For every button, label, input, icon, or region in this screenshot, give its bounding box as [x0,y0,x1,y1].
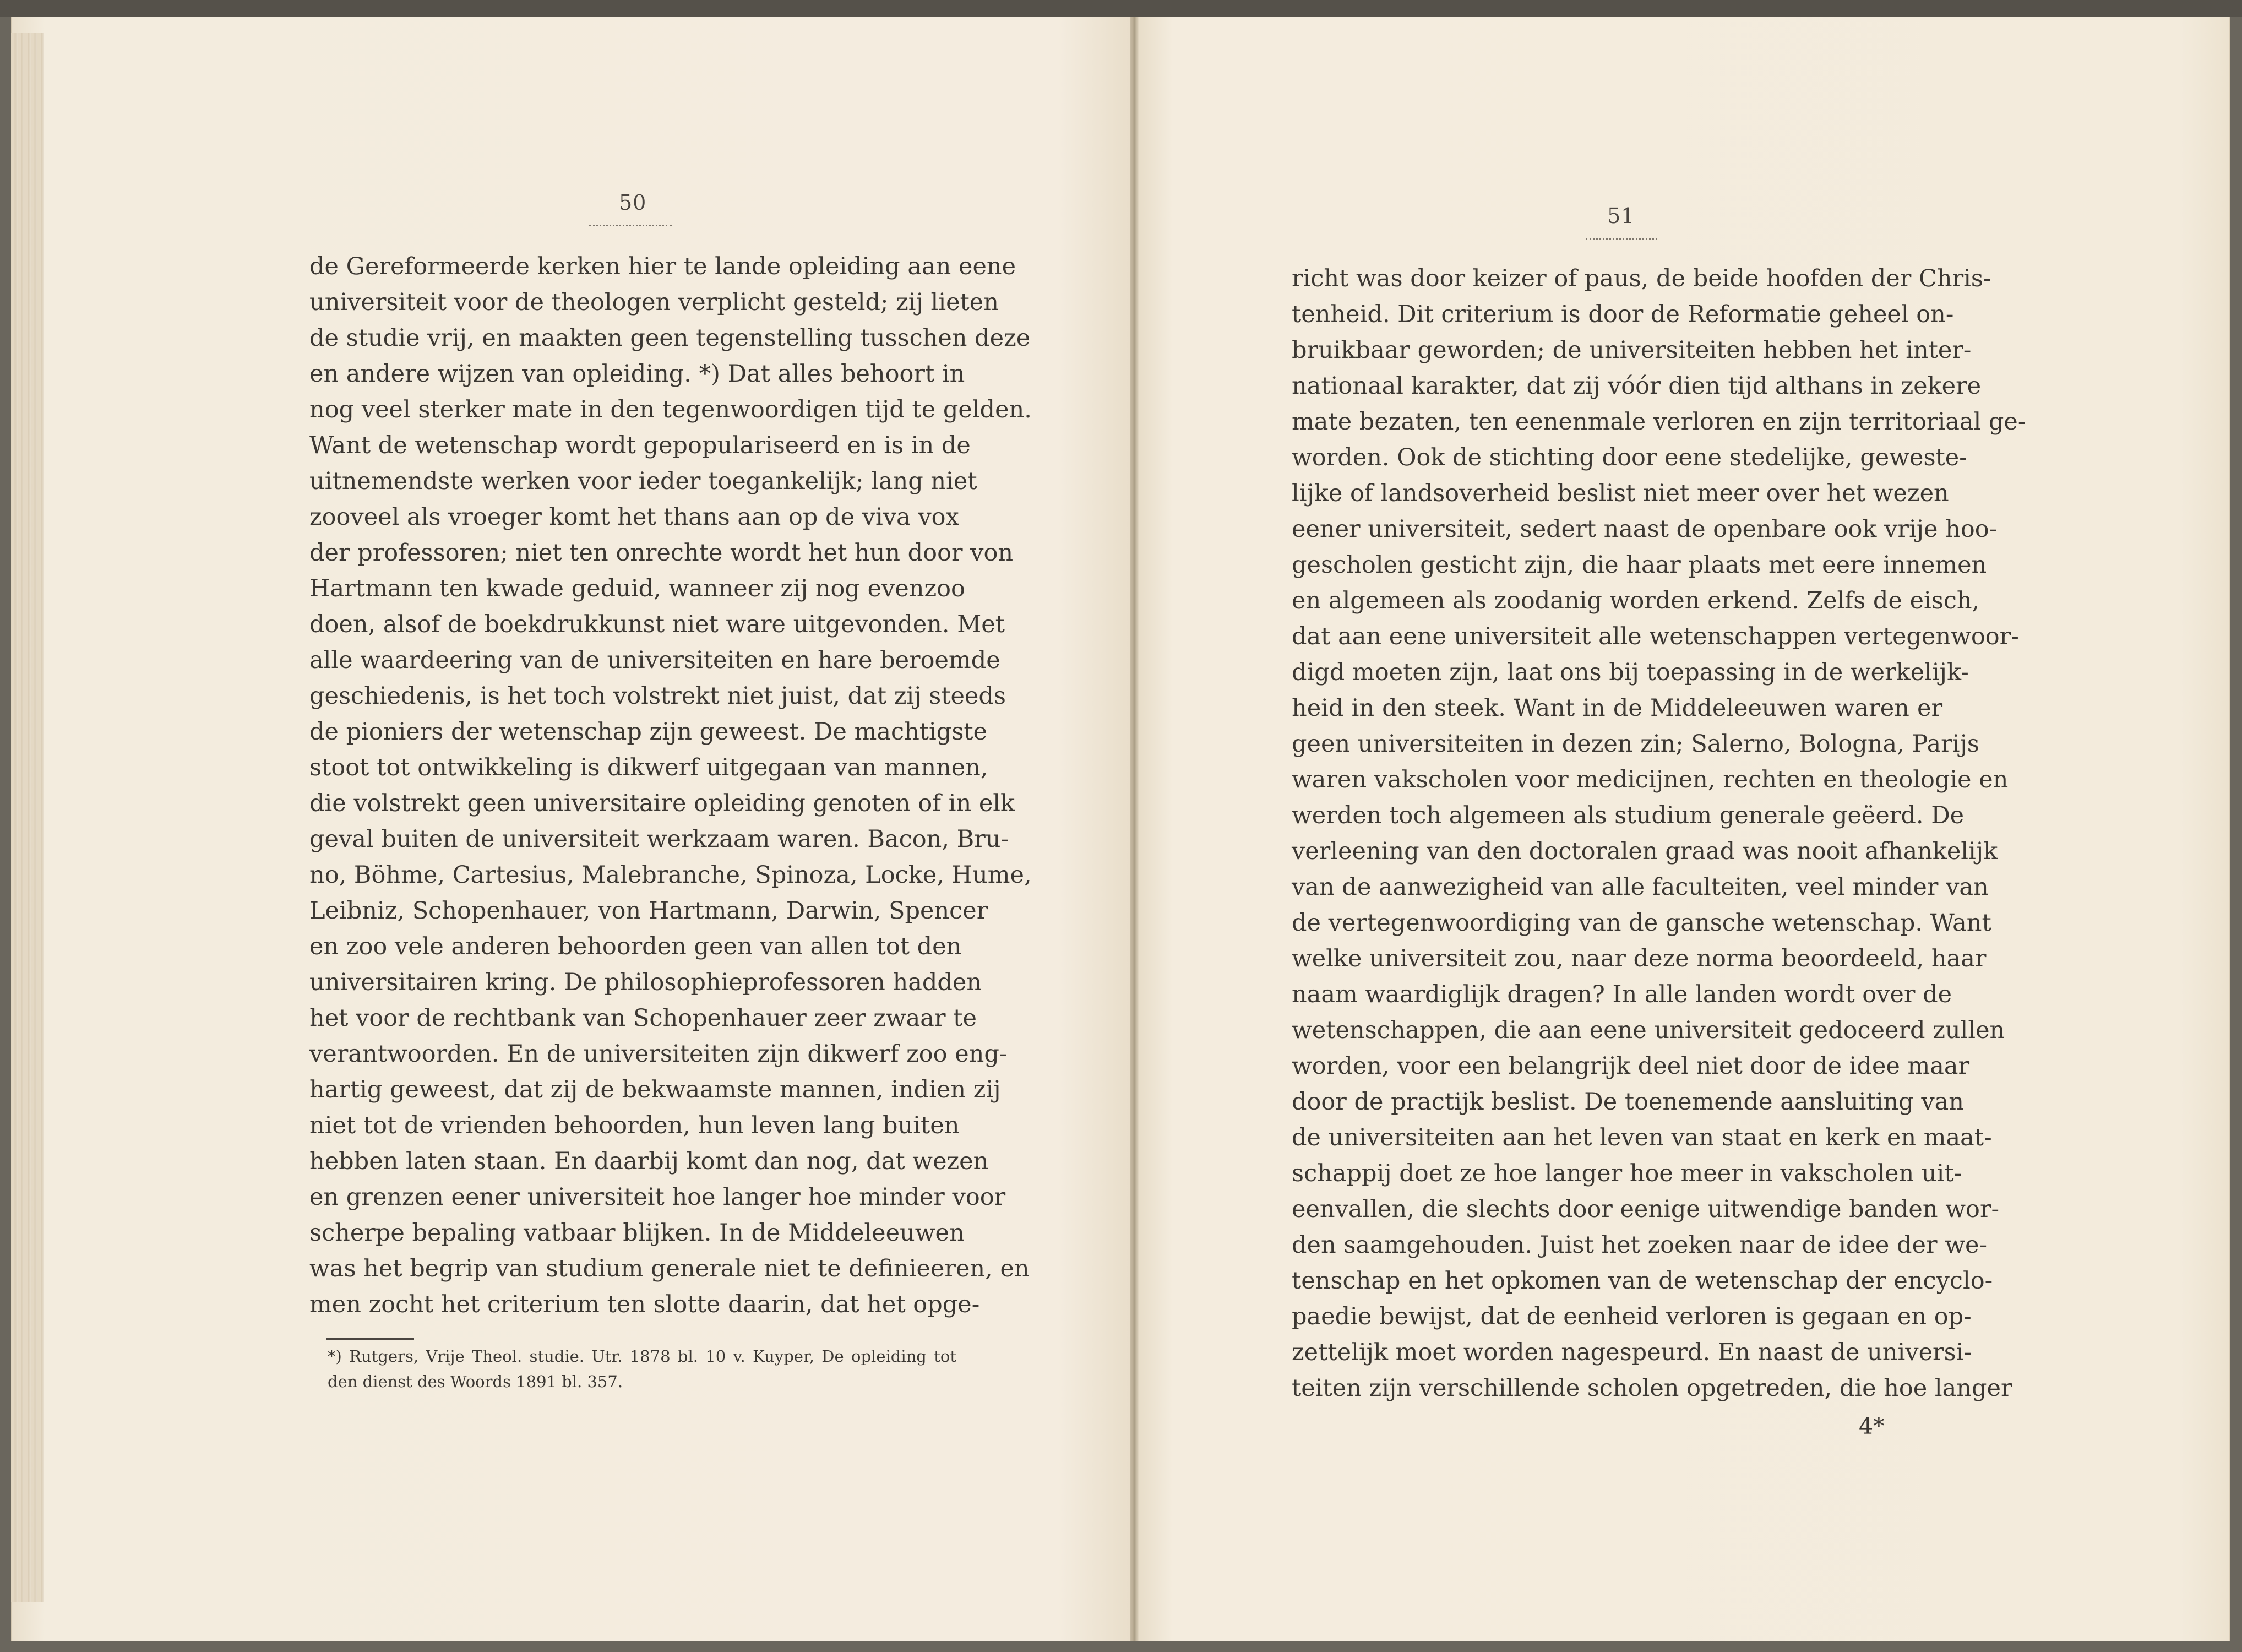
text-line: paedie bewijst, dat de eenheid verloren is gegaan en op- [1292,1303,1972,1330]
text-line: dat aan eene universiteit alle wetenschappen vertegenwoor- [1292,623,2019,650]
text-line: universiteit voor de theologen verplicht gesteld; zij lieten [309,289,999,316]
text-line: richt was door keizer of paus, de beide hoofden der Chris- [1292,265,1991,292]
page-number-ornament-left [589,219,672,226]
text-line: hartig geweest, dat zij de bekwaamste mannen, indien zij [309,1076,1001,1104]
page-number-ornament-right [1586,232,1657,240]
text-line: die volstrekt geen universitaire opleiding genoten of in elk [309,790,1015,817]
text-line: geen universiteiten in dezen zin; Salerno, Bologna, Parijs [1292,730,1979,758]
text-line: welke universiteit zou, naar deze norma beoordeeld, haar [1292,945,1987,972]
text-line: verantwoorden. En de universiteiten zijn dikwerf zoo eng- [309,1040,1008,1068]
text-line: de pioniers der wetenschap zijn geweest. De machtigste [309,718,988,746]
text-line: niet tot de vrienden behoorden, hun leven lang buiten [309,1112,960,1139]
text-line: doen, alsof de boekdrukkunst niet ware uitgevonden. Met [309,611,1005,638]
text-line: de universiteiten aan het leven van staat en kerk en maat- [1292,1124,1992,1151]
text-line: tenschap en het opkomen van de wetenschap der encyclo- [1292,1267,1993,1295]
text-line: zettelijk moet worden nagespeurd. En naast de universi- [1292,1339,1972,1366]
signature-mark: 4* [1859,1413,1885,1439]
text-line: tenheid. Dit criterium is door de Reformatie geheel on- [1292,301,1954,328]
text-line: geschiedenis, is het toch volstrekt niet juist, dat zij steeds [309,682,1006,710]
text-line: naam waardiglijk dragen? In alle landen wordt over de [1292,981,1952,1008]
text-line: der professoren; niet ten onrechte wordt het hun door von [309,539,1014,567]
text-line: wetenschappen, die aan eene universiteit gedoceerd zullen [1292,1017,2005,1044]
text-line: verleening van den doctoralen graad was nooit afhankelijk [1292,838,1998,865]
footnote-line: *) Rutgers, Vrije Theol. studie. Utr. 1878 bl. 10 v. Kuyper, De opleiding tot [328,1347,956,1366]
text-line: uitnemendste werken voor ieder toegankelijk; lang niet [309,468,977,495]
text-line: gescholen gesticht zijn, die haar plaats met eere innemen [1292,551,1987,579]
text-line: Hartmann ten kwade geduid, wanneer zij nog evenzoo [309,575,965,602]
text-line: zooveel als vroeger komt het thans aan op de viva vox [309,503,959,531]
text-line: eenvallen, die slechts door eenige uitwendige banden wor- [1292,1195,2000,1223]
text-line: bruikbaar geworden; de universiteiten hebben het inter- [1292,336,1972,364]
text-line: van de aanwezigheid van alle faculteiten, veel minder van [1292,873,1989,901]
text-line: de Gereformeerde kerken hier te lande opleiding aan eene [309,253,1016,280]
footnote-rule [326,1338,414,1340]
text-line: en grenzen eener universiteit hoe langer hoe minder voor [309,1183,1006,1211]
text-line: mate bezaten, ten eenenmale verloren en zijn territoriaal ge- [1292,408,2026,436]
text-line: geval buiten de universiteit werkzaam waren. Bacon, Bru- [309,825,1009,853]
text-line: lijke of landsoverheid beslist niet meer over het wezen [1292,480,1949,507]
text-line: Want de wetenschap wordt gepopulariseerd en is in de [309,432,971,459]
text-line: no, Böhme, Cartesius, Malebranche, Spinoza, Locke, Hume, [309,861,1032,889]
text-line: digd moeten zijn, laat ons bij toepassing in de werkelijk- [1292,659,1969,686]
text-line: worden, voor een belangrijk deel niet door de idee maar [1292,1052,1970,1080]
text-line: teiten zijn verschillende scholen opgetreden, die hoe langer [1292,1374,2012,1402]
footnotes [328,1344,956,1394]
text-line: eener universiteit, sedert naast de openbare ook vrije hoo- [1292,515,1998,543]
text-line: Leibniz, Schopenhauer, von Hartmann, Darwin, Spencer [309,897,988,925]
text-line: werden toch algemeen als studium generale geëerd. De [1292,802,1965,829]
text-line: hebben laten staan. En daarbij komt dan nog, dat wezen [309,1148,989,1175]
text-line: schappij doet ze hoe langer hoe meer in vakscholen uit- [1292,1160,1962,1187]
page-number-left: 50 [619,191,647,215]
text-line: den saamgehouden. Juist het zoeken naar de idee der we- [1292,1231,1987,1259]
text-line: nationaal karakter, dat zij vóór dien tijd althans in zekere [1292,372,1982,400]
text-line: het voor de rechtbank van Schopenhauer zeer zwaar te [309,1004,977,1032]
text-line: was het begrip van studium generale niet te definieeren, en [309,1255,1030,1283]
text-line: heid in den steek. Want in de Middeleeuwen waren er [1292,694,1942,722]
text-line: waren vakscholen voor medicijnen, rechten en theologie en [1292,766,2009,794]
text-line: door de practijk beslist. De toenemende aansluiting van [1292,1088,1964,1116]
right-body-text [1292,261,2026,1406]
text-line: worden. Ook de stichting door eene stedelijke, geweste- [1292,444,1967,471]
text-line: men zocht het criterium ten slotte daarin, dat het opge- [309,1291,980,1318]
page-edges [11,33,44,1602]
left-body-text [309,249,1032,1323]
text-line: stoot tot ontwikkeling is dikwerf uitgegaan van mannen, [309,754,988,781]
text-line: en andere wijzen van opleiding. *) Dat alles behoort in [309,360,965,388]
footnote-line: den dienst des Woords 1891 bl. 357. [328,1372,623,1391]
page-number-right: 51 [1607,204,1635,228]
text-line: de studie vrij, en maakten geen tegenstelling tusschen deze [309,324,1031,352]
text-line: alle waardeering van de universiteiten en hare beroemde [309,646,1000,674]
text-line: de vertegenwoordiging van de gansche wetenschap. Want [1292,909,1991,937]
text-line: en algemeen als zoodanig worden erkend. Zelfs de eisch, [1292,587,1980,615]
text-line: nog veel sterker mate in den tegenwoordigen tijd te gelden. [309,396,1032,423]
text-line: universitairen kring. De philosophieprofessoren hadden [309,969,982,996]
text-line: scherpe bepaling vatbaar blijken. In de Middeleeuwen [309,1219,965,1247]
text-line: en zoo vele anderen behoorden geen van allen tot den [309,933,962,960]
book-gutter [1130,17,1139,1641]
